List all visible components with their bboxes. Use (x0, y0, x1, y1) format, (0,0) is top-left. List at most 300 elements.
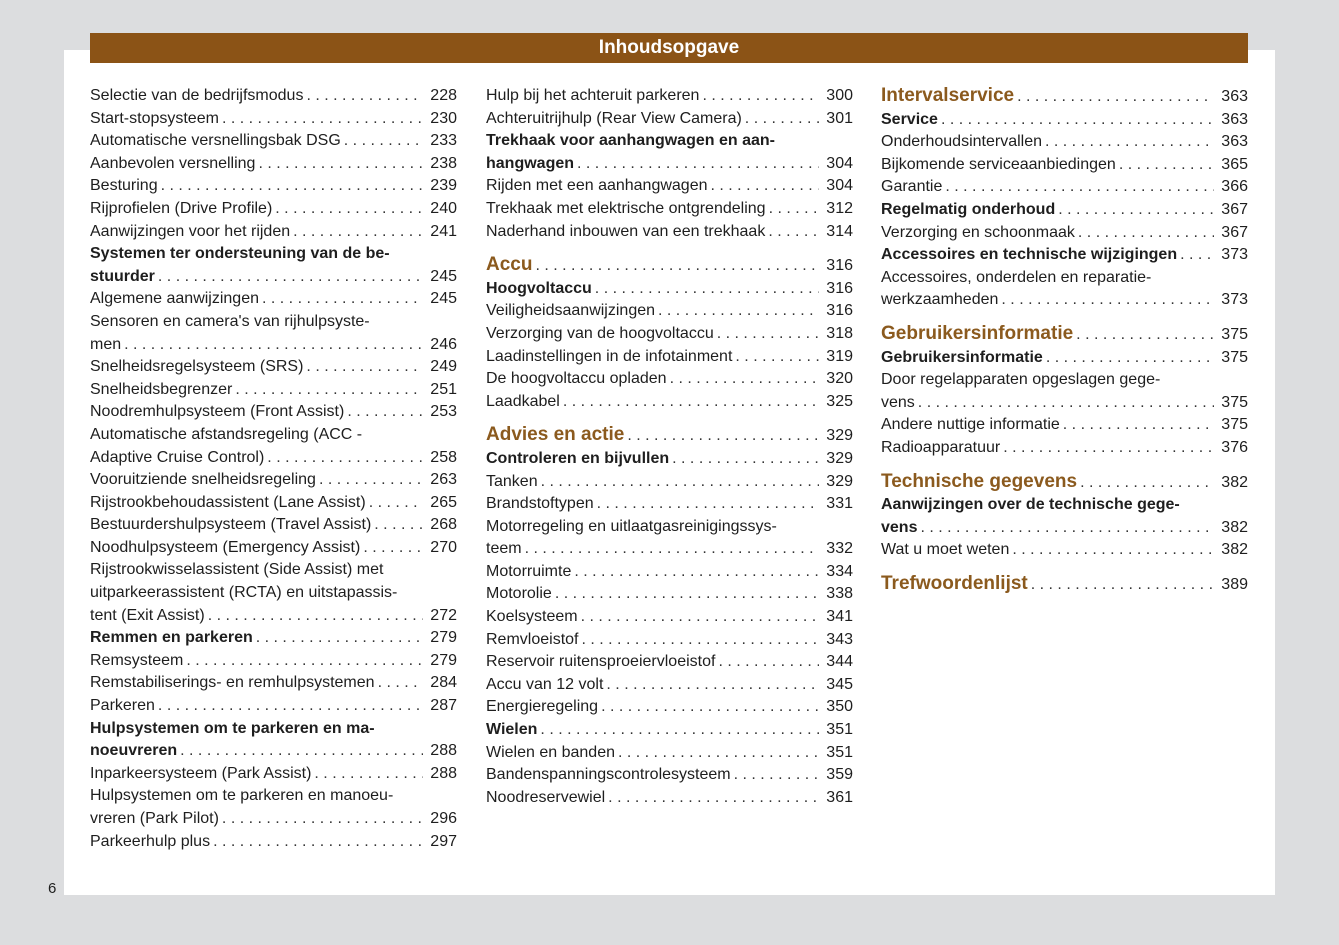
toc-entry[interactable] (90, 650, 457, 673)
toc-entry[interactable] (486, 719, 853, 742)
toc-entry[interactable] (486, 278, 853, 301)
dot-leader (1119, 154, 1214, 177)
toc-column-2 (486, 85, 853, 809)
toc-page-number: 318 (826, 324, 853, 342)
toc-row (881, 414, 1248, 437)
dot-leader (293, 221, 423, 244)
toc-page-number: 341 (826, 608, 853, 626)
toc-row (881, 347, 1248, 370)
toc-entry[interactable] (881, 494, 1248, 539)
dot-leader (711, 175, 820, 198)
toc-entry-title: Selectie van de bedrijfsmodus (90, 87, 304, 104)
toc-page-number: 329 (826, 449, 853, 467)
dot-leader (702, 85, 819, 108)
toc-entry[interactable] (486, 108, 853, 131)
toc-entry[interactable] (90, 243, 457, 288)
toc-entry[interactable] (881, 267, 1248, 312)
toc-row (90, 85, 457, 108)
toc-entry-title: Service (881, 110, 938, 128)
toc-row (486, 561, 853, 584)
toc-entry-text-line: uitparkeerassistent (RCTA) en uitstapassis- (90, 584, 398, 602)
toc-page-number: 239 (430, 177, 457, 195)
dot-leader (597, 493, 819, 516)
toc-page-number: 288 (430, 742, 457, 760)
toc-entry-text-line: Trekhaak voor aanhangwagen en aan- (486, 132, 775, 150)
toc-entry-title: Inparkeersysteem (Park Assist) (90, 764, 312, 782)
toc-page-number: 375 (1221, 393, 1248, 411)
dot-leader (555, 583, 819, 606)
toc-page-number: 365 (1221, 155, 1248, 173)
toc-entry[interactable] (90, 763, 457, 786)
toc-entry-title: Noodremhulpsysteem (Front Assist) (90, 403, 345, 421)
toc-entry-title: Parkeerhulp plus (90, 832, 211, 850)
dot-leader (208, 605, 423, 628)
toc-entry-title: Laadkabel (486, 392, 560, 410)
toc-row (486, 346, 853, 369)
toc-chapter[interactable] (881, 85, 1248, 109)
toc-entry[interactable] (881, 222, 1248, 245)
toc-entry-title: Adaptive Cruise Control) (90, 448, 265, 466)
toc-entry[interactable] (486, 606, 853, 629)
toc-row (90, 469, 457, 492)
toc-entry-title: Motorolie (486, 585, 552, 603)
toc-entry[interactable] (881, 369, 1248, 414)
toc-page-number: 284 (430, 674, 457, 692)
toc-entry[interactable] (881, 414, 1248, 437)
toc-row (90, 334, 457, 357)
toc-page-number: 279 (430, 651, 457, 669)
toc-entry-title: Gebruikersinformatie (881, 322, 1074, 344)
toc-entry[interactable] (486, 583, 853, 606)
dot-leader (535, 255, 819, 278)
toc-row (486, 391, 853, 414)
toc-page-number: 245 (430, 267, 457, 285)
toc-row (90, 221, 457, 244)
toc-entry-title: Hulp bij het achteruit parkeren (486, 87, 700, 104)
toc-entry-text-line: Hulpsystemen om te parkeren en manoeu- (90, 787, 394, 805)
dot-leader (735, 346, 819, 369)
toc-entry[interactable] (486, 787, 853, 810)
toc-page-number: 375 (1221, 325, 1248, 343)
toc-entry[interactable] (90, 718, 457, 763)
dot-leader (768, 221, 819, 244)
dot-leader (918, 392, 1214, 415)
toc-row (486, 424, 853, 448)
toc-row (486, 448, 853, 471)
toc-row (881, 131, 1248, 154)
dot-leader (658, 300, 819, 323)
toc-entry[interactable] (90, 85, 457, 108)
dot-leader (186, 650, 423, 673)
dot-leader (581, 606, 819, 629)
toc-entry[interactable] (486, 448, 853, 471)
toc-entry-title: Parkeren (90, 697, 155, 715)
toc-row (90, 266, 457, 289)
toc-entry[interactable] (486, 198, 853, 221)
toc-page-number: 268 (430, 516, 457, 534)
dot-leader (1080, 472, 1214, 495)
toc-page-number: 350 (826, 698, 853, 716)
toc-entry-title: Remstabiliserings- en remhulpsystemen (90, 674, 375, 692)
toc-chapter[interactable] (881, 471, 1248, 495)
toc-row (90, 831, 457, 854)
toc-entry-title: Andere nuttige informatie (881, 416, 1060, 434)
toc-chapter[interactable] (881, 573, 1248, 597)
toc-entry[interactable] (486, 368, 853, 391)
toc-row (90, 108, 457, 131)
toc-page-number: 382 (1221, 541, 1248, 559)
toc-page-number: 265 (430, 493, 457, 511)
toc-entry[interactable] (90, 198, 457, 221)
toc-chapter[interactable] (486, 424, 853, 448)
toc-row (486, 254, 853, 278)
dot-leader (945, 176, 1214, 199)
toc-entry-title: Brandstoftypen (486, 495, 594, 513)
toc-entry-title: Accessoires en technische wijzigingen (881, 246, 1178, 264)
toc-entry[interactable] (881, 131, 1248, 154)
toc-entry-title: Vooruitziende snelheidsregeling (90, 471, 316, 489)
toc-entry-title: men (90, 335, 122, 353)
toc-entry[interactable] (881, 199, 1248, 222)
toc-entry[interactable] (881, 539, 1248, 562)
toc-row (881, 323, 1248, 347)
dot-leader (541, 471, 819, 494)
toc-entry-title: Bijkomende serviceaanbiedingen (881, 155, 1116, 173)
toc-entry[interactable] (90, 311, 457, 356)
toc-chapter[interactable] (881, 323, 1248, 347)
toc-page-number: 230 (430, 109, 457, 127)
dot-leader (378, 672, 423, 695)
dot-leader (577, 153, 819, 176)
toc-entry-title: Accu (486, 254, 533, 276)
toc-entry[interactable] (881, 437, 1248, 460)
toc-entry[interactable] (90, 401, 457, 424)
page-header (90, 33, 1248, 63)
dot-leader (347, 401, 423, 424)
toc-entry[interactable] (486, 516, 853, 561)
toc-page-number: 279 (430, 629, 457, 647)
toc-entry[interactable] (881, 109, 1248, 132)
toc-row (881, 85, 1248, 109)
toc-entry-text-line: Motorregeling en uitlaatgasreinigingssys- (486, 517, 777, 535)
toc-entry[interactable] (486, 742, 853, 765)
toc-page-number: 343 (826, 630, 853, 648)
toc-column-3 (881, 85, 1248, 596)
toc-row (881, 573, 1248, 597)
toc-entry[interactable] (90, 221, 457, 244)
dot-leader (306, 356, 423, 379)
toc-entry[interactable] (486, 696, 853, 719)
toc-page-number: 249 (430, 358, 457, 376)
toc-row (486, 85, 853, 108)
toc-entry-title: Wielen (486, 721, 538, 739)
dot-leader (1012, 539, 1214, 562)
toc-row (90, 447, 457, 470)
dot-leader (1046, 347, 1214, 370)
dot-leader (670, 368, 819, 391)
toc-row (486, 493, 853, 516)
toc-entry-title: Regelmatig onderhoud (881, 200, 1056, 218)
toc-row (486, 278, 853, 301)
toc-row (486, 471, 853, 494)
toc-entry-title: hangwagen (486, 154, 575, 172)
dot-leader (608, 787, 819, 810)
toc-entry[interactable] (486, 175, 853, 198)
toc-entry[interactable] (486, 471, 853, 494)
toc-entry[interactable] (90, 514, 457, 537)
toc-row (881, 199, 1248, 222)
dot-leader (1076, 324, 1214, 347)
toc-row (486, 696, 853, 719)
toc-entry-title: Bandenspanningscontrolesysteem (486, 766, 731, 784)
toc-row (90, 627, 457, 650)
toc-entry-title: Verzorging van de hoogvoltaccu (486, 324, 714, 342)
toc-row (486, 300, 853, 323)
dot-leader (1017, 86, 1214, 109)
toc-entry[interactable] (90, 695, 457, 718)
toc-entry[interactable] (90, 175, 457, 198)
toc-entry[interactable] (90, 492, 457, 515)
toc-entry[interactable] (90, 672, 457, 695)
dot-leader (717, 323, 819, 346)
toc-row (486, 108, 853, 131)
toc-row (881, 437, 1248, 460)
toc-entry[interactable] (90, 559, 457, 627)
toc-entry-title: Remvloeistof (486, 630, 579, 648)
toc-row (486, 629, 853, 652)
dot-leader (601, 696, 819, 719)
toc-row (486, 175, 853, 198)
toc-entry-title: Besturing (90, 177, 158, 195)
toc-page-number: 316 (826, 302, 853, 320)
toc-entry[interactable] (486, 300, 853, 323)
toc-entry-title: Radioapparatuur (881, 438, 1001, 456)
toc-entry-title: Aanwijzingen voor het rijden (90, 222, 291, 240)
toc-entry-title: Aanbevolen versnelling (90, 154, 256, 172)
toc-page-number: 332 (826, 540, 853, 558)
toc-page-number: 351 (826, 743, 853, 761)
toc-entry-title: Bestuurdershulpsysteem (Travel Assist) (90, 516, 372, 534)
toc-page-number: 382 (1221, 518, 1248, 536)
dot-leader (1003, 437, 1214, 460)
toc-entry-title: vreren (Park Pilot) (90, 810, 219, 827)
toc-entry-title: noeuvreren (90, 742, 178, 760)
toc-row (881, 539, 1248, 562)
toc-page-number: 329 (826, 472, 853, 490)
toc-entry-title: Intervalservice (881, 85, 1015, 106)
page-number: 6 (48, 880, 57, 897)
toc-entry-title: De hoogvoltaccu opladen (486, 370, 667, 388)
toc-entry-title: Remsysteem (90, 651, 184, 669)
toc-entry[interactable] (486, 323, 853, 346)
toc-entry[interactable] (90, 785, 457, 830)
toc-entry[interactable] (486, 561, 853, 584)
toc-row (881, 392, 1248, 415)
toc-entry-title: Start-stopsysteem (90, 109, 219, 127)
dot-leader (718, 651, 819, 674)
toc-entry-title: Automatische versnellingsbak DSG (90, 132, 341, 150)
toc-entry[interactable] (881, 244, 1248, 267)
toc-page-number: 367 (1221, 200, 1248, 218)
dot-leader (124, 334, 423, 357)
dot-leader (267, 447, 423, 470)
toc-entry-title: Verzorging en schoonmaak (881, 223, 1075, 241)
toc-row (90, 808, 457, 831)
toc-entry-title: Achteruitrijhulp (Rear View Camera) (486, 109, 742, 127)
dot-leader (745, 108, 819, 131)
dot-leader (256, 627, 423, 650)
toc-entry[interactable] (90, 424, 457, 469)
dot-leader (606, 674, 819, 697)
toc-page-number: 270 (430, 538, 457, 556)
toc-entry[interactable] (486, 651, 853, 674)
toc-entry[interactable] (90, 288, 457, 311)
toc-page-number: 345 (826, 675, 853, 693)
toc-entry-title: Snelheidsbegrenzer (90, 380, 233, 398)
toc-page-number: 331 (826, 495, 853, 513)
toc-row (486, 153, 853, 176)
toc-entry[interactable] (486, 391, 853, 414)
toc-entry-text-line: Hulpsystemen om te parkeren en ma- (90, 719, 375, 737)
toc-page-number: 373 (1221, 291, 1248, 309)
dot-leader (595, 278, 819, 301)
toc-page-number: 297 (430, 832, 457, 850)
toc-row (881, 289, 1248, 312)
toc-row (486, 719, 853, 742)
dot-leader (769, 198, 819, 221)
toc-row (90, 401, 457, 424)
toc-row (486, 583, 853, 606)
dot-leader (1031, 574, 1214, 597)
toc-page-number: 359 (826, 766, 853, 784)
toc-entry[interactable] (486, 629, 853, 652)
toc-row (90, 537, 457, 560)
dot-leader (574, 561, 819, 584)
toc-entry[interactable] (486, 674, 853, 697)
toc-entry[interactable] (486, 764, 853, 787)
toc-entry[interactable] (486, 130, 853, 175)
toc-entry[interactable] (90, 356, 457, 379)
toc-entry[interactable] (90, 130, 457, 153)
toc-entry[interactable] (881, 154, 1248, 177)
toc-page-number: 263 (430, 471, 457, 489)
toc-chapter[interactable] (486, 254, 853, 278)
toc-page-number: 375 (1221, 416, 1248, 434)
toc-entry[interactable] (90, 379, 457, 402)
dot-leader (344, 130, 423, 153)
header-title: Inhoudsopgave (598, 37, 740, 58)
toc-entry-title: Wat u moet weten (881, 541, 1010, 559)
toc-entry-title: Tanken (486, 472, 538, 490)
toc-page-number: 272 (430, 606, 457, 624)
toc-page-number: 376 (1221, 438, 1248, 456)
toc-entry-text-line: Rijstrookwisselassistent (Side Assist) met (90, 561, 384, 579)
toc-row (486, 221, 853, 244)
dot-leader (180, 740, 423, 763)
toc-page-number: 240 (430, 199, 457, 217)
toc-page-number: 366 (1221, 178, 1248, 196)
dot-leader (1045, 131, 1214, 154)
toc-entry-title: Onderhoudsintervallen (881, 133, 1042, 151)
dot-leader (1078, 222, 1214, 245)
toc-entry[interactable] (90, 627, 457, 650)
toc-page-number: 301 (826, 109, 853, 127)
toc-page-number: 304 (826, 154, 853, 172)
dot-leader (920, 517, 1214, 540)
toc-row (90, 153, 457, 176)
toc-page-number: 363 (1221, 110, 1248, 128)
toc-row (90, 514, 457, 537)
toc-row (90, 650, 457, 673)
toc-entry-title: Advies en actie (486, 424, 625, 446)
dot-leader (275, 198, 423, 221)
toc-row (881, 154, 1248, 177)
toc-entry-title: werkzaamheden (881, 291, 999, 309)
dot-leader (1058, 199, 1214, 222)
toc-page-number: 325 (826, 392, 853, 410)
toc-entry[interactable] (486, 493, 853, 516)
toc-row (90, 695, 457, 718)
toc-entry-title: Hoogvoltaccu (486, 279, 592, 297)
dot-leader (262, 288, 423, 311)
toc-entry-title: Rijprofielen (Drive Profile) (90, 199, 273, 217)
toc-column-1 (90, 85, 457, 853)
toc-entry-title: Naderhand inbouwen van een trekhaak (486, 222, 766, 240)
toc-entry-title: stuurder (90, 267, 155, 285)
toc-entry[interactable] (486, 85, 853, 108)
dot-leader (306, 85, 423, 108)
toc-row (486, 606, 853, 629)
toc-page-number: 351 (826, 721, 853, 739)
toc-row (881, 244, 1248, 267)
toc-page-number: 233 (430, 132, 457, 150)
toc-page-number: 320 (826, 370, 853, 388)
toc-entry[interactable] (90, 469, 457, 492)
toc-row (90, 605, 457, 628)
toc-entry-title: tent (Exit Assist) (90, 606, 205, 624)
toc-entry[interactable] (90, 831, 457, 854)
toc-entry[interactable] (90, 153, 457, 176)
toc-page-number: 334 (826, 562, 853, 580)
toc-entry[interactable] (486, 221, 853, 244)
dot-leader (235, 379, 423, 402)
toc-entry[interactable] (486, 346, 853, 369)
toc-row (486, 742, 853, 765)
dot-leader (363, 537, 423, 560)
toc-row (90, 740, 457, 763)
toc-page-number: 316 (826, 257, 853, 275)
toc-page-number: 361 (826, 788, 853, 806)
toc-page-number: 241 (430, 222, 457, 240)
toc-entry[interactable] (90, 537, 457, 560)
toc-row (90, 379, 457, 402)
toc-row (90, 175, 457, 198)
toc-entry[interactable] (90, 108, 457, 131)
dot-leader (158, 266, 423, 289)
toc-page-number: 312 (826, 199, 853, 217)
toc-entry[interactable] (881, 347, 1248, 370)
dot-leader (734, 764, 819, 787)
toc-entry-title: Garantie (881, 178, 943, 196)
toc-page-number: 251 (430, 380, 457, 398)
toc-page-number: 304 (826, 177, 853, 195)
dot-leader (627, 425, 819, 448)
toc-page-number: 329 (826, 427, 853, 445)
toc-entry-title: Rijden met een aanhangwagen (486, 177, 708, 195)
toc-entry[interactable] (881, 176, 1248, 199)
toc-page-number: 316 (826, 279, 853, 297)
toc-page-number: 367 (1221, 223, 1248, 241)
